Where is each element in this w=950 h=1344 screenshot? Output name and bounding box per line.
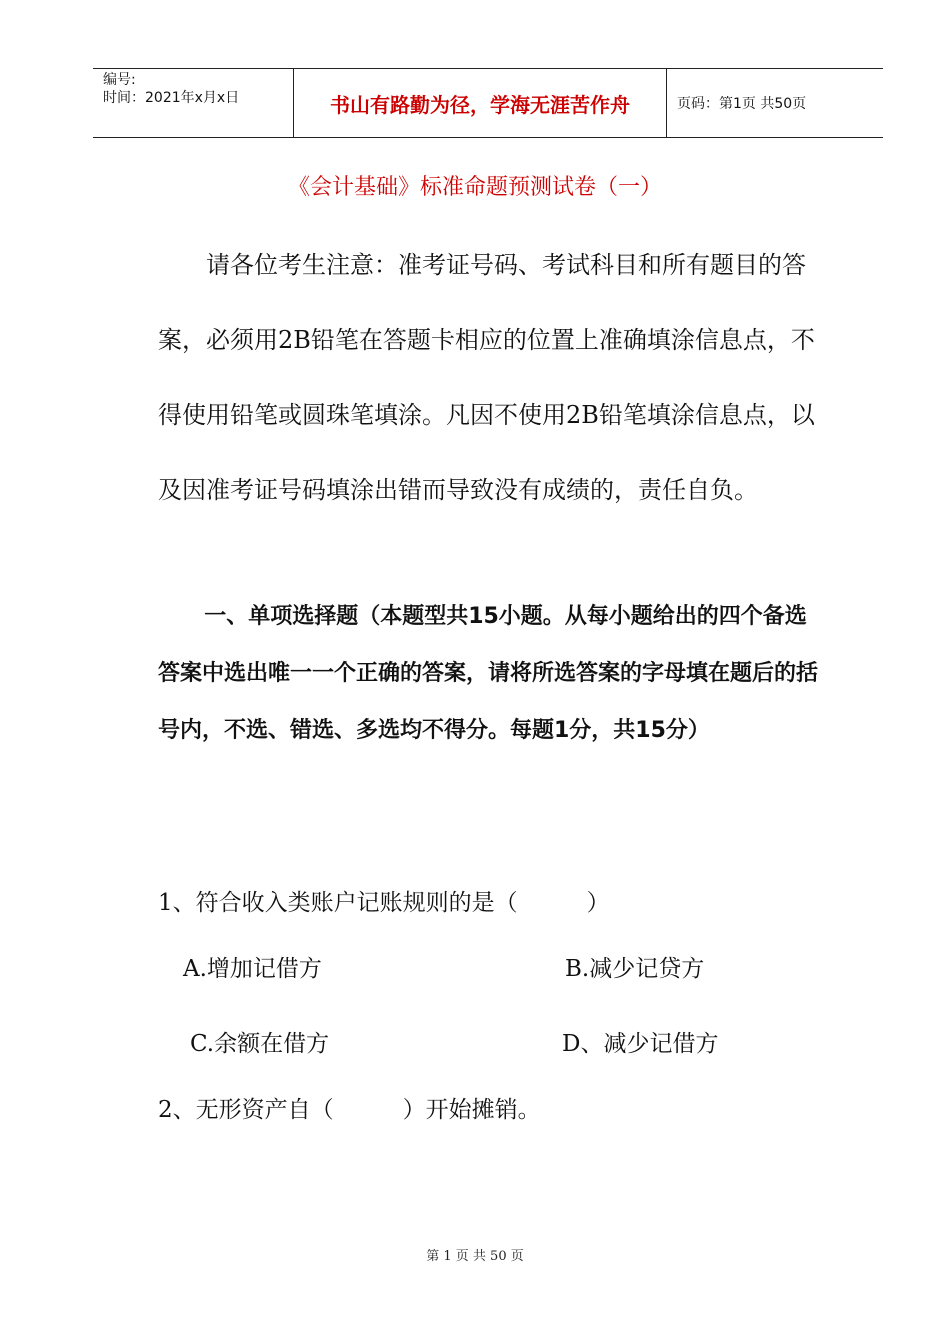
header-meta (93, 69, 294, 137)
time-label: 时间：2021年x月x日 (103, 90, 240, 106)
question-1-option-d: D、减少记借方 (562, 1031, 719, 1057)
page-footer: 第 1 页 共 50 页 (426, 1249, 524, 1264)
question-1-option-c: C.余额在借方 (190, 1031, 330, 1057)
header-motto: 书山有路勤为径，学海无涯苦作舟 (294, 69, 667, 137)
question-2-stem: 2、无形资产自（ ）开始摊销。 (158, 1097, 541, 1123)
page-header (93, 68, 883, 138)
notice-text: 请各位考生注意：准考证号码、考试科目和所有题目的答案，必须用2B铅笔在答题卡相应的位置上准确填涂信息点，不得使用铅笔或圆珠笔填涂。凡因不使用2B铅笔填涂信息点，以及因准考证号码填涂出错而导致没有成绩的，责任自负。 (158, 251, 815, 504)
exam-title: 《会计基础》标准命题预测试卷（一） (287, 175, 662, 200)
question-1-option-b: B.减少记贷方 (565, 956, 705, 982)
header-page-info: 页码：第1页 共50页 (677, 96, 807, 112)
notice-paragraph (158, 228, 818, 528)
question-1-stem: 1、符合收入类账户记账规则的是（ ） (158, 890, 610, 916)
number-label: 编号: (103, 72, 136, 88)
section-heading (158, 588, 818, 759)
question-1-option-a: A.增加记借方 (183, 956, 322, 982)
section-text: 一、单项选择题（本题型共15小题。从每小题给出的四个备选答案中选出唯一一个正确的答案，请将所选答案的字母填在题后的括号内，不选、错选、多选均不得分。每题1分，共15分） (158, 604, 819, 743)
